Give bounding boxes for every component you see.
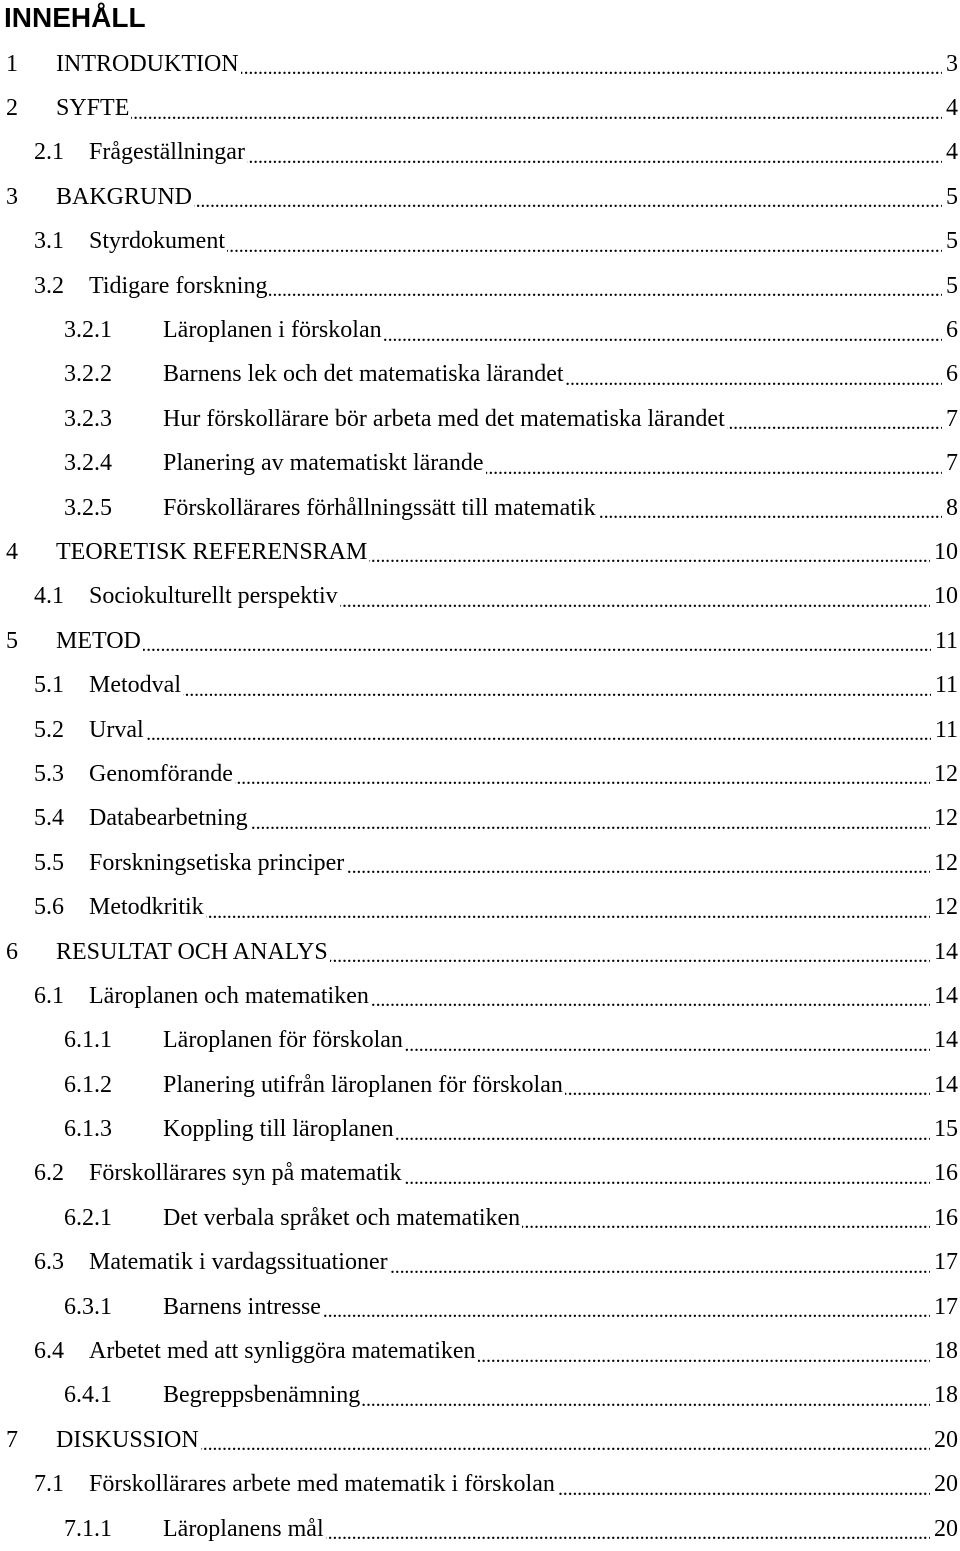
toc-entry-number: 6.4.1	[64, 1382, 112, 1409]
toc-entry[interactable]	[0, 1152, 960, 1196]
toc-entry-page-number: 8	[946, 494, 958, 521]
toc-entry[interactable]	[0, 42, 960, 86]
toc-entry[interactable]	[0, 1418, 960, 1462]
toc-entry-page-number: 7	[946, 450, 958, 477]
toc-entry-number: 7.1.1	[64, 1515, 112, 1542]
toc-entry-title: Förskollärares syn på matematik	[89, 1160, 402, 1187]
toc-entry-title: Läroplanen för förskolan	[163, 1027, 403, 1054]
toc-dot-leader	[404, 1162, 930, 1186]
toc-dot-leader	[131, 97, 942, 121]
toc-entry[interactable]	[0, 486, 960, 530]
toc-entry[interactable]	[0, 175, 960, 219]
toc-entry-page-number: 16	[934, 1204, 958, 1231]
toc-entry-number: 1	[6, 50, 18, 77]
toc-entry[interactable]	[0, 220, 960, 264]
toc-dot-leader	[235, 762, 930, 786]
toc-entry[interactable]	[0, 663, 960, 707]
toc-entry-title: Barnens lek och det matematiska lärandet	[163, 361, 564, 388]
toc-entry-title: Matematik i vardagssituationer	[89, 1249, 388, 1276]
toc-entry-page-number: 4	[946, 95, 958, 122]
toc-dot-leader	[362, 1384, 930, 1408]
toc-entry-number: 3.2	[34, 272, 64, 299]
toc-dot-leader	[201, 1428, 930, 1452]
toc-entry[interactable]	[0, 1329, 960, 1373]
toc-entry-title: Urval	[89, 716, 144, 743]
toc-entry-number: 3.1	[34, 228, 64, 255]
toc-entry-page-number: 15	[934, 1116, 958, 1143]
toc-entry-title: Forskningsetiska principer	[89, 849, 345, 876]
toc-entry-title: Styrdokument	[89, 228, 225, 255]
toc-entry-title: Metodval	[89, 672, 181, 699]
toc-entry[interactable]	[0, 1507, 960, 1551]
toc-entry-page-number: 20	[934, 1471, 958, 1498]
toc-entry-page-number: 10	[934, 583, 958, 610]
toc-entry[interactable]	[0, 530, 960, 574]
toc-entry-number: 6.3.1	[64, 1293, 112, 1320]
toc-entry[interactable]	[0, 264, 960, 308]
toc-entry-number: 5.5	[34, 849, 64, 876]
toc-entry-page-number: 18	[934, 1382, 958, 1409]
toc-entry-page-number: 14	[934, 982, 958, 1009]
toc-entry-page-number: 10	[934, 538, 958, 565]
toc-entry[interactable]	[0, 1063, 960, 1107]
toc-entry[interactable]	[0, 1463, 960, 1507]
toc-entry-number: 4	[6, 538, 18, 565]
toc-entry[interactable]	[0, 397, 960, 441]
toc-entry-page-number: 12	[934, 894, 958, 921]
toc-dot-leader	[269, 274, 942, 298]
toc-entry-number: 2.1	[34, 139, 64, 166]
toc-entry-title: METOD	[56, 627, 141, 654]
toc-entry-page-number: 14	[934, 938, 958, 965]
toc-entry-title: SYFTE	[56, 95, 130, 122]
toc-dot-leader	[143, 629, 931, 653]
toc-dot-leader	[146, 718, 931, 742]
toc-entry-page-number: 5	[946, 228, 958, 255]
toc-entry[interactable]	[0, 353, 960, 397]
toc-dot-leader	[566, 363, 942, 387]
toc-entry[interactable]	[0, 841, 960, 885]
toc-entry[interactable]	[0, 974, 960, 1018]
toc-entry-number: 3.2.1	[64, 317, 112, 344]
toc-entry-number: 6.1	[34, 982, 64, 1009]
toc-dot-leader	[330, 940, 930, 964]
toc-entry[interactable]	[0, 1374, 960, 1418]
toc-entry-page-number: 6	[946, 361, 958, 388]
toc-entry[interactable]	[0, 1019, 960, 1063]
toc-entry-title: RESULTAT OCH ANALYS	[56, 938, 328, 965]
toc-entry-title: BAKGRUND	[56, 183, 193, 210]
toc-entry-title: Planering utifrån läroplanen för förskolan	[163, 1071, 563, 1098]
toc-dot-leader	[522, 1206, 930, 1230]
toc-entry-title: Läroplanen och matematiken	[89, 982, 369, 1009]
toc-entry-number: 3	[6, 183, 18, 210]
toc-entry[interactable]	[0, 619, 960, 663]
toc-entry[interactable]	[0, 1241, 960, 1285]
toc-entry-title: Förskollärares arbete med matematik i förskolan	[89, 1471, 555, 1498]
toc-dot-leader	[183, 674, 931, 698]
toc-entry-page-number: 14	[934, 1071, 958, 1098]
toc-dot-leader	[369, 540, 930, 564]
toc-entry-number: 5	[6, 627, 18, 654]
toc-entry[interactable]	[0, 797, 960, 841]
toc-entry-title: Begreppsbenämning	[163, 1382, 361, 1409]
toc-dot-leader	[250, 807, 930, 831]
toc-entry-number: 6.1.2	[64, 1071, 112, 1098]
toc-entry[interactable]	[0, 86, 960, 130]
toc-entry-title: Arbetet med att synliggöra matematiken	[89, 1338, 476, 1365]
toc-entry-page-number: 20	[934, 1515, 958, 1542]
toc-dot-leader	[396, 1118, 930, 1142]
toc-entry-number: 6.2	[34, 1160, 64, 1187]
toc-entry-page-number: 11	[934, 672, 958, 699]
toc-entry-page-number: 5	[946, 183, 958, 210]
toc-entry-title: TEORETISK REFERENSRAM	[56, 538, 368, 565]
toc-entry-page-number: 17	[934, 1249, 958, 1276]
toc-entry-number: 2	[6, 95, 18, 122]
toc-entry-number: 5.3	[34, 760, 64, 787]
toc-entry[interactable]	[0, 1196, 960, 1240]
toc-dot-leader	[727, 407, 942, 431]
toc-entry-title: Koppling till läroplanen	[163, 1116, 394, 1143]
toc-entry-number: 6.2.1	[64, 1204, 112, 1231]
toc-dot-leader	[598, 496, 942, 520]
toc-entry[interactable]	[0, 442, 960, 486]
toc-entry-number: 5.6	[34, 894, 64, 921]
toc-dot-leader	[390, 1251, 930, 1275]
toc-dot-leader	[323, 1295, 930, 1319]
toc-dot-leader	[405, 1029, 930, 1053]
toc-entry-title: Metodkritik	[89, 894, 204, 921]
toc-entry[interactable]	[0, 885, 960, 929]
toc-entry-page-number: 4	[946, 139, 958, 166]
toc-entry[interactable]	[0, 1107, 960, 1151]
toc-entry-title: Databearbetning	[89, 805, 248, 832]
toc-dot-leader	[326, 1517, 930, 1541]
toc-entry-page-number: 3	[946, 50, 958, 77]
toc-entry-page-number: 12	[934, 760, 958, 787]
toc-entry-number: 6	[6, 938, 18, 965]
toc-entry-page-number: 12	[934, 849, 958, 876]
toc-entry-page-number: 7	[946, 405, 958, 432]
toc-entry-page-number: 6	[946, 317, 958, 344]
toc-entry-number: 7.1	[34, 1471, 64, 1498]
toc-dot-leader	[227, 230, 942, 254]
toc-entry-page-number: 12	[934, 805, 958, 832]
toc-entry-number: 3.2.3	[64, 405, 112, 432]
toc-entry-number: 6.1.3	[64, 1116, 112, 1143]
toc-entry-page-number: 18	[934, 1338, 958, 1365]
toc-entry[interactable]	[0, 1285, 960, 1329]
toc-entry-number: 5.4	[34, 805, 64, 832]
toc-dot-leader	[241, 52, 942, 76]
table-of-contents	[0, 42, 960, 1551]
toc-entry[interactable]	[0, 930, 960, 974]
toc-entry-number: 6.3	[34, 1249, 64, 1276]
toc-entry[interactable]	[0, 708, 960, 752]
toc-dot-leader	[565, 1073, 930, 1097]
toc-dot-leader	[346, 851, 930, 875]
toc-entry-title: Tidigare forskning	[89, 272, 268, 299]
toc-entry-title: Läroplanen i förskolan	[163, 317, 382, 344]
toc-entry-page-number: 11	[934, 716, 958, 743]
toc-dot-leader	[557, 1473, 930, 1497]
toc-entry-number: 5.2	[34, 716, 64, 743]
toc-entry-title: DISKUSSION	[56, 1426, 199, 1453]
toc-dot-leader	[194, 185, 942, 209]
toc-entry-title: Planering av matematiskt lärande	[163, 450, 484, 477]
toc-entry-title: Hur förskollärare bör arbeta med det matematiska lärandet	[163, 405, 725, 432]
toc-dot-leader	[247, 141, 942, 165]
toc-entry-number: 6.1.1	[64, 1027, 112, 1054]
toc-dot-leader	[384, 319, 942, 343]
toc-entry-title: Frågeställningar	[89, 139, 245, 166]
toc-entry-title: Förskollärares förhållningssätt till matematik	[163, 494, 596, 521]
toc-entry-number: 3.2.2	[64, 361, 112, 388]
toc-entry-page-number: 17	[934, 1293, 958, 1320]
toc-entry-page-number: 14	[934, 1027, 958, 1054]
toc-entry-number: 5.1	[34, 672, 64, 699]
toc-entry-page-number: 16	[934, 1160, 958, 1187]
toc-dot-leader	[371, 984, 930, 1008]
toc-entry-title: Barnens intresse	[163, 1293, 321, 1320]
toc-entry[interactable]	[0, 308, 960, 352]
toc-entry-page-number: 11	[934, 627, 958, 654]
toc-entry[interactable]	[0, 131, 960, 175]
toc-entry-number: 4.1	[34, 583, 64, 610]
toc-entry-page-number: 20	[934, 1426, 958, 1453]
toc-entry-title: Läroplanens mål	[163, 1515, 324, 1542]
toc-entry-number: 7	[6, 1426, 18, 1453]
toc-dot-leader	[486, 452, 942, 476]
toc-entry-page-number: 5	[946, 272, 958, 299]
toc-dot-leader	[340, 585, 930, 609]
toc-entry-title: Genomförande	[89, 760, 233, 787]
toc-entry-number: 3.2.4	[64, 450, 112, 477]
toc-entry-title: Det verbala språket och matematiken	[163, 1204, 521, 1231]
toc-dot-leader	[206, 896, 930, 920]
toc-dot-leader	[478, 1340, 930, 1364]
toc-entry[interactable]	[0, 752, 960, 796]
toc-entry-number: 3.2.5	[64, 494, 112, 521]
toc-entry-title: INTRODUKTION	[56, 50, 239, 77]
toc-heading: INNEHÅLL	[4, 2, 146, 33]
toc-entry-title: Sociokulturellt perspektiv	[89, 583, 338, 610]
toc-entry-number: 6.4	[34, 1338, 64, 1365]
toc-entry[interactable]	[0, 575, 960, 619]
